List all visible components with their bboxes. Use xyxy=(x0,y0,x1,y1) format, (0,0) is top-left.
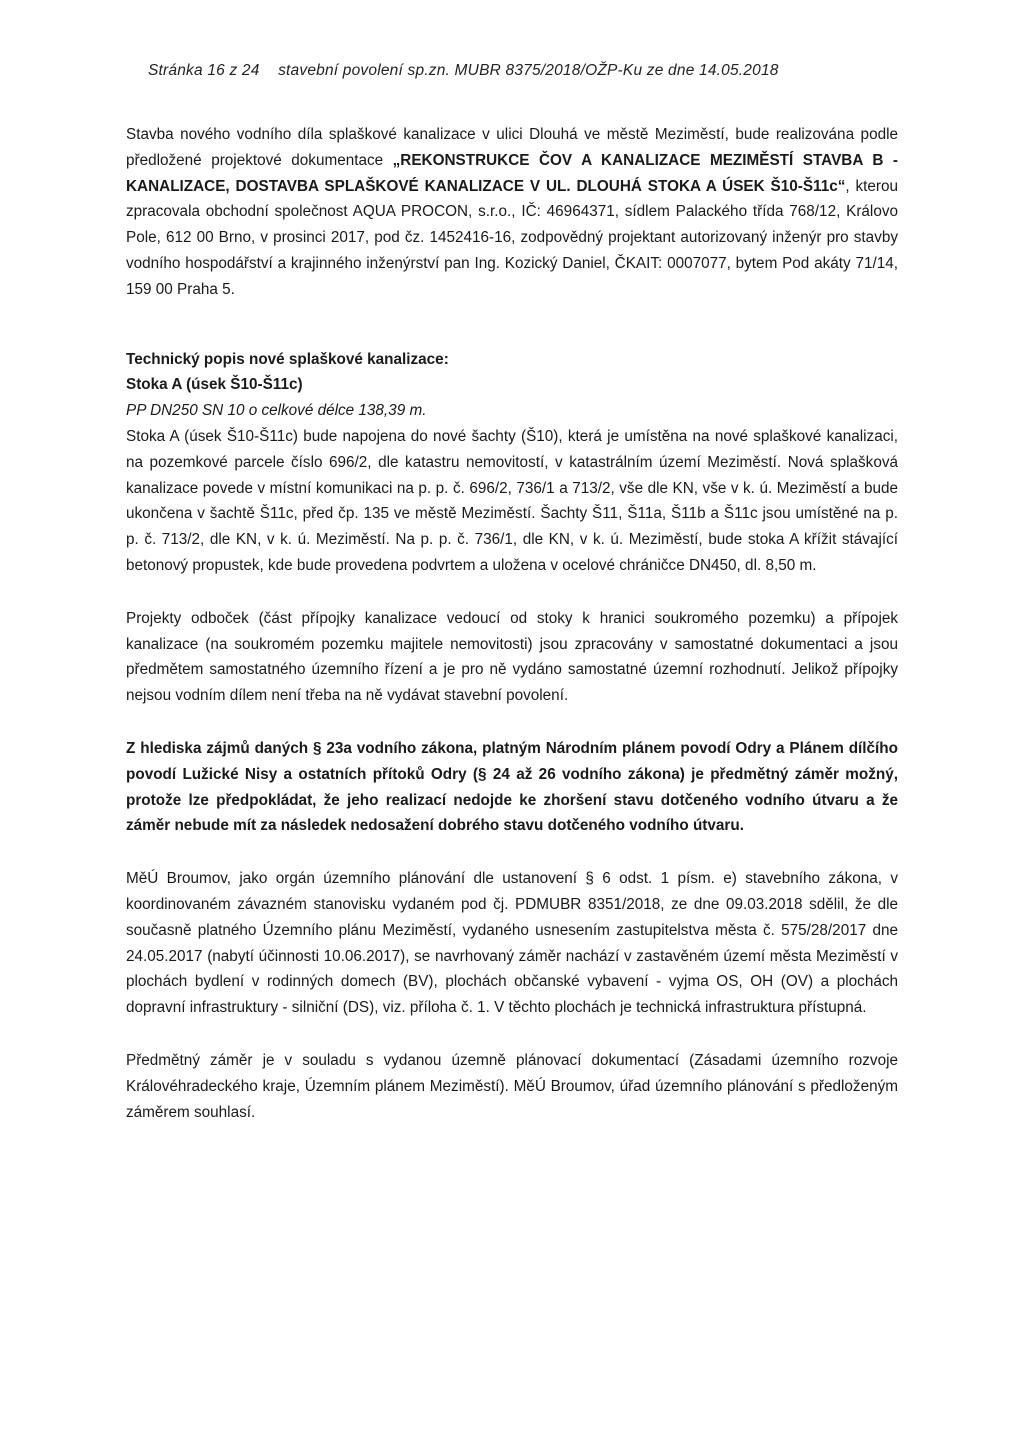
intro-text-end: , kterou zpracovala obchodní společnost AQUA PROCON, s.r.o., IČ: 46964371, sídlem Palackého třída 768/12, Královo Pole, 612 00 Brno, v prosinci 2017, pod čz. 1452416-16, zodpovědný projektant autorizovaný inženýr pro stavby vodního hospodářství a krajinného inženýrství pan Ing. Kozický Daniel, ČKAIT: 0007077, bytem Pod akáty 71/14, 159 00 Praha 5. xyxy=(126,177,898,298)
technical-description: Stoka A (úsek Š10-Š11c) bude napojena do nové šachty (Š10), která je umístěna na nové splaškové kanalizaci, na pozemkové parcele číslo 696/2, dle katastru nemovitostí, v katastrálním území Meziměstí. Nová splašková kanalizace povede v místní komunikaci na p. p. č. 696/2, 736/1 a 713/2, vše dle KN, vše v k. ú. Meziměstí a bude ukončena v šachtě Š11c, před čp. 135 ve městě Meziměstí. Šachty Š11, Š11a, Š11b a Š11c jsou umístěné na p. p. č. 713/2, dle KN, v k. ú. Meziměstí. Na p. p. č. 736/1, dle KN, v k. ú. Meziměstí, bude stoka A křížit stávající betonový propustek, kde bude provedena podvrtem a uložena v ocelové chráničce DN450, dl. 8,50 m. xyxy=(126,427,898,574)
conclusion-paragraph: Předmětný záměr je v souladu s vydanou územně plánovací dokumentací (Zásadami územního rozvoje Královéhradeckého kraje, Územním plánem Meziměstí). MěÚ Broumov, úřad územního plánování s předloženým záměrem souhlasí. xyxy=(126,1051,898,1121)
planning-paragraph: MěÚ Broumov, jako orgán územního plánování dle ustanovení § 6 odst. 1 písm. e) stavebního zákona, v koordinovaném závazném stanovisku vydaném pod čj. PDMUBR 8351/2018, ze dne 09.03.2018 sdělil, že dle současně platného Územního plánu Meziměstí, vydaného usnesením zastupitelstva města č. 575/28/2017 dne 24.05.2017 (nabytí účinnosti 10.06.2017), se navrhovaný záměr nachází v zastavěném území města Meziměstí v plochách bydlení v rodinných domech (BV), plochách občanské vybavení - vyjma OS, OH (OV) a plochách dopravní infrastruktury - silniční (DS), viz. příloha č. 1. V těchto plochách je technická infrastruktura přístupná. xyxy=(126,870,898,1017)
branches-paragraph: Projekty odboček (část přípojky kanalizace vedoucí od stoky k hranici soukromého pozemku) a přípojek kanalizace (na soukromém pozemku majitele nemovitosti) jsou zpracovány v samostatné dokumentaci a jsou předmětem samostatného územního řízení a je pro ně vydáno samostatné územní rozhodnutí. Jelikož přípojky nejsou vodním dílem není třeba na ně vydávat stavební povolení. xyxy=(126,609,898,705)
technical-subheading: Stoka A (úsek Š10-Š11c) xyxy=(126,376,303,394)
intro-text-start: Stavba nového vodního díla splaškové kanalizace v ulici Dlouhá ve městě Meziměstí, bude realizována podle předložené projektové dokumentace xyxy=(126,126,898,169)
project-name: „REKONSTRUKCE ČOV A KANALIZACE MEZIMĚSTÍ STAVBA B - KANALIZACE, DOSTAVBA SPLAŠKOVÉ KANALIZACE V UL. DLOUHÁ STOKA A ÚSEK Š10-Š11c“ xyxy=(126,151,898,195)
water-law-paragraph: Z hlediska zájmů daných § 23a vodního zákona, platným Národním plánem povodí Odry a Plánem dílčího povodí Lužické Nisy a ostatních přítoků Odry (§ 24 až 26 vodního zákona) je předmětný záměr možný, protože lze předpokládat, že jeho realizací nedojde ke zhoršení stavu dotčeného vodního útvaru a že záměr nebude mít za následek nedosažení dobrého stavu dotčeného vodního útvaru. xyxy=(126,739,898,835)
pipe-specification: PP DN250 SN 10 o celkové délce 138,39 m. xyxy=(126,402,427,420)
intro-paragraph xyxy=(126,122,898,303)
page-number: Stránka 16 z 24 xyxy=(148,62,260,79)
technical-heading: Technický popis nové splaškové kanalizace: xyxy=(126,350,449,368)
document-reference: stavební povolení sp.zn. MUBR 8375/2018/OŽP-Ku ze dne 14.05.2018 xyxy=(278,62,779,79)
page-header xyxy=(148,62,898,80)
technical-section xyxy=(126,347,898,579)
